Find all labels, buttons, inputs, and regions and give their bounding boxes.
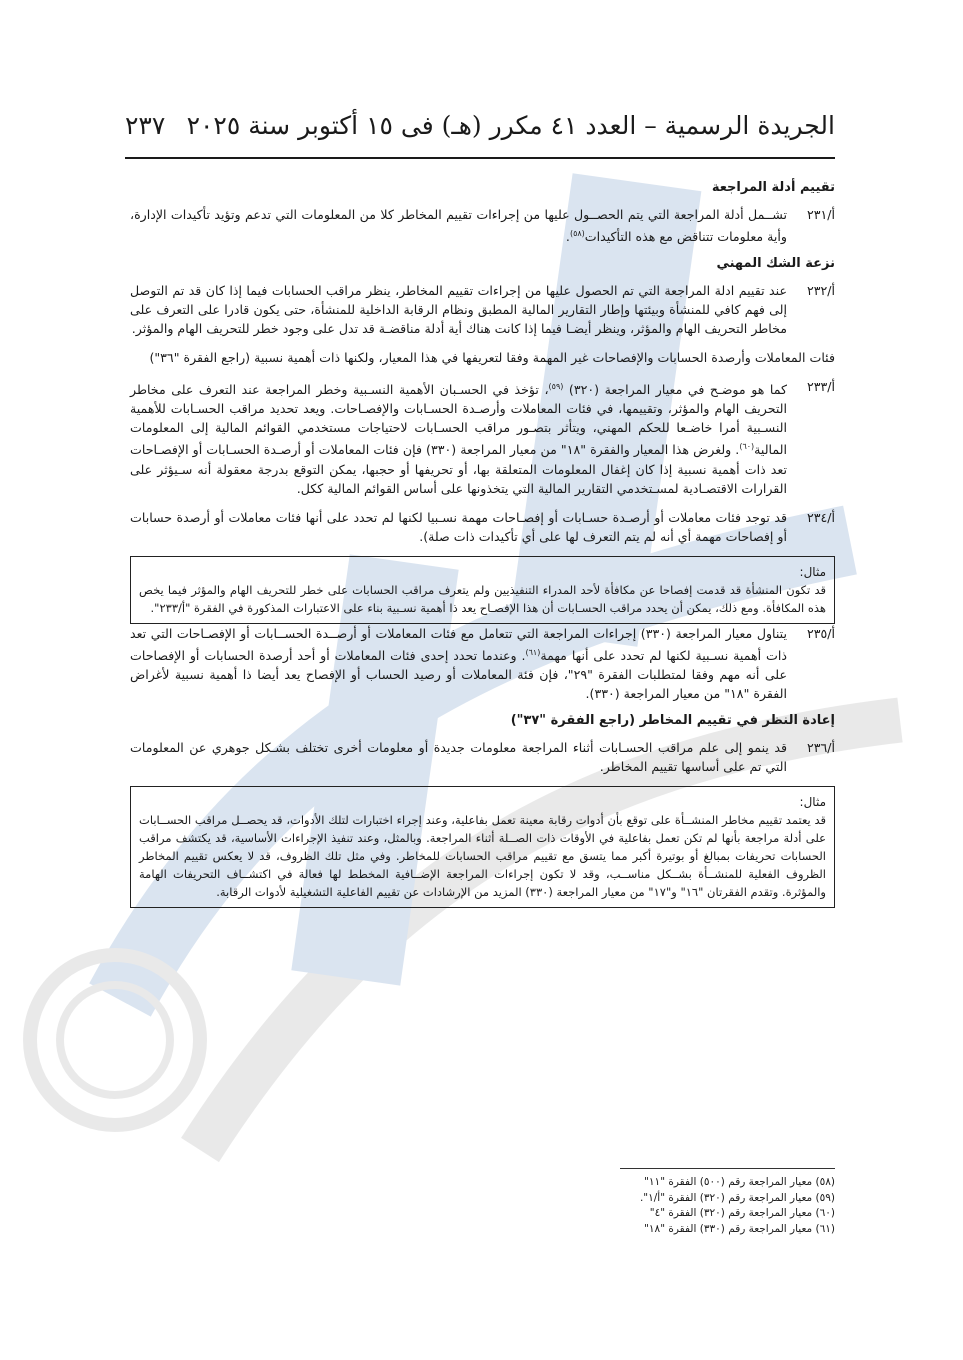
- paragraph-a231: أ/٢٣١ تشــمل أدلة المراجعة التي يتم الحصــول عليها من إجراءات تقييم المخاطر كلا من المعلومات التي تدعم وتؤيد تأكيدات الإدارة، وأية معلومات تتناقض مع هذه التأكيدات$^{(٥٨)}$.: [130, 207, 835, 245]
- example-label: مثال:: [799, 794, 826, 809]
- example-text: قد تكون المنشأة قد قدمت إفصاحا عن مكافأة لأحد المدراء التنفيذيين ولم يتعرف مراقب الحسابات على خطر للتحريف الهام والمؤثر فيما يخص هذه المكافأة. ومع ذلك، يمكن أن يحدد مراقب الحسـابات أن هذا الإفصـاح يعد ذا أهمية نسـبية بناء على الاعتبارات المذكورة في الفقرة "أ/٢٣٣".: [139, 582, 826, 615]
- paragraph-text: . وعندما تحدد إحدى فئات المعاملات أو أحد أرصدة الحسابات أو الإفصاحات على أنه مهم وفقا لمتطلبات الفقرة "٢٩"، فإن فئة المعاملات أو رصيد الحساب أو الإفصاح يعد أيضا ذا أهمية نسبية لأغراض الفقرة "١٨" من معيار المراجعة (٣٣٠).: [130, 647, 787, 701]
- section-heading-evidence: تقييم أدلة المراجعة: [711, 180, 835, 195]
- footnote-item: (٦١) معيار المراجعة رقم (٣٣٠) الفقرة "١٨": [644, 1222, 835, 1235]
- page-header: [125, 100, 835, 150]
- paragraph-a232: [130, 281, 835, 338]
- footnote-ref: (٥٩): [548, 382, 564, 392]
- paragraph-number: أ/٢٣٥: [806, 625, 835, 641]
- footnote-rule: [620, 1168, 835, 1169]
- paragraph-number: أ/٢٣٤: [806, 509, 835, 525]
- header-rule: [125, 157, 835, 159]
- paragraph-number: أ/٢٣١: [806, 207, 835, 222]
- footnote-ref: (٦٠): [739, 442, 755, 452]
- footnote-item: (٥٨) معيار المراجعة رقم (٥٠٠) الفقرة "١١": [644, 1176, 835, 1188]
- footnotes: [545, 1168, 835, 1237]
- subsection-text: فئات المعاملات وأرصدة الحسابات والإفصاحات غير المهمة وفقا لتعريفها في هذا المعيار، ولكنها ذات أهمية نسبية (راجع الفقرة "٣٦"): [149, 350, 835, 366]
- paragraph-text: ، تؤخذ في الحسـبان الأهمية النسـبية وخطر المراجعة عند التعرف على مخاطر التحريف الهام والمؤثر، وتقييمها، في فئات المعاملات وأرصـدة الحسـابات والإفصـاحات. ويعد تحديد مراقب الحسـابات للأهمية النسـبية أمرا خاضـعا للحكم المهني، ويتأثر بتصـور مراقب الحسـابات لاحتياجات مستخدمي القوائم المالية إلى المعلومات المالية: [130, 382, 787, 458]
- paragraph-text: تشــمل أدلة المراجعة التي يتم الحصــول عليها من إجراءات تقييم المخاطر كلا من المعلومات التي تدعم وتؤيد تأكيدات الإدارة، وأية معلومات تتناقض مع هذه التأكيدات: [130, 207, 787, 245]
- paragraph-text: . ولغرض هذا المعيار والفقرة "١٨" من معيار المراجعة (٣٣٠) فإن فئات المعاملات أو أرصـدة الحسـابات أو الإفصـاحات تعد ذات أهمية نسبية إذا كان إغفال المعلومات المتعلقة بها، أو تحريفها أو حجبها، يمكن التوقع بدرجة معقولة أنه سـيؤثر على القرارات الاقتصـادية لمسـتخدمي التقارير المالية التي يتخذونها على أساس القوائم المالية ككل.: [130, 442, 787, 496]
- example-text: قد يعتمد تقييم مخاطر المنشــأة على توقع بأن أدوات رقابة معينة تعمل بفاعلية، وعند إجراء اختبارات لتلك الأدوات، قد يحصــل مراقب الحســابات على أدلة مراجعة بأنها لم تكن تعمل بفاعلية في الأوقات ذات الصــلة أثناء المراجعة. وبالمثل، وعند تنفيذ الإجراءات الأساسية، قد يكتشف مراقب الحسابات تحريفات بمبالغ أو بوتيرة أكبر مما يتسق مع تقييم مراقب الحسابات للمخاطر. وفي مثل تلك الظروف، قد لا يعكس تقييم المخاطر الظروف الفعلية للمنشــأة بشــكل مناســب، وقد لا تكون إجراءات المراجعة الإضــافية المخطط لها فعالة في اكتشــاف التحريفات الهامة والمؤثرة. وتقدم الفقرتان "١٦" و"١٧" من معيار المراجعة (٣٣٠) المزيد من الإرشادات عن تقييم الفاعلية التشغيلية لأدوات الرقابة.: [139, 812, 826, 899]
- paragraph-text: كما هو موضـح في معيار المراجعة (٣٢٠): [568, 382, 787, 398]
- paragraph-number: أ/٢٣٦: [806, 739, 835, 755]
- footnote-ref: (٥٨): [569, 229, 585, 238]
- example-box: [130, 786, 835, 908]
- paragraph-a233: [130, 377, 835, 497]
- footnote-ref: (٦١): [525, 647, 541, 657]
- paragraph-a235: [130, 624, 835, 703]
- paragraph-text: قد توجد فئات معاملات أو أرصـدة حسـابات أو إفصـاحات مهمة نسـبيا لكنها لم تحدد على أنها فئات معاملات أو أرصدة حسابات أو إفصاحات مهمة أي أنه لم يتم التعرف لها على أي تأكيدات ذات صلة).: [130, 509, 787, 544]
- example-box: [130, 556, 835, 624]
- paragraph-number: أ/٢٣٢: [806, 283, 835, 299]
- paragraph-a236: [130, 738, 835, 776]
- section-heading-reassessment: إعادة النظر في تقييم المخاطر (راجع الفقرة "٣٧"): [510, 712, 835, 728]
- gazette-title: الجريدة الرسمية – العدد ٤١ مكرر (هـ) فى ١٥ أكتوبر سنة ٢٠٢٥: [186, 110, 835, 140]
- paragraph-text: عند تقييم ادلة المراجعة التي تم الحصول عليها من إجراءات تقييم المخاطر، ينظر مراقب الحسابات فيما إذا كان قد تم التوصل إلى فهم كافي للمنشأة وبيئتها وإطار التقارير المالية المطبق ونظام الرقابة الداخلية للمنشأة، حتى يكون قادرا على التعرف على مخاطر التحريف الهام والمؤثر، وينظر أيضـا فيما إذا كانت هناك أية أدلة مناقضـة قد تدل على وجود خطر للتحريف الهام والمؤثر.: [130, 283, 787, 337]
- footnote-item: (٦٠) معيار المراجعة رقم (٣٢٠) الفقرة "٤": [649, 1207, 835, 1219]
- paragraph-number: أ/٢٣٣: [806, 379, 835, 395]
- document-body: [130, 178, 835, 908]
- example-label: مثال:: [799, 564, 826, 579]
- paragraph-text: يتناول معيار المراجعة (٣٣٠) إجراءات المراجعة التي تتعامل مع فئات المعاملات أو أرصــدة الحســابات أو الإفصـاحات التي تعد ذات أهمية نسـبية لكنها لم تحدد على أنها مهمة: [130, 625, 787, 663]
- paragraph-a234: [130, 508, 835, 546]
- section-heading-skepticism: نزعة الشك المهني: [716, 256, 835, 272]
- paragraph-text: قد ينمو إلى علم مراقب الحسـابات أثناء المراجعة معلومات جديدة أو معلومات أخرى تختلف بشـكل جوهري عن المعلومات التي تم على أساسها تقييم المخاطر.: [130, 739, 787, 774]
- page-number: ٢٣٧: [125, 110, 166, 140]
- footnote-item: (٥٩) معيار المراجعة رقم (٣٢٠) الفقرة "أ/١".: [639, 1191, 835, 1204]
